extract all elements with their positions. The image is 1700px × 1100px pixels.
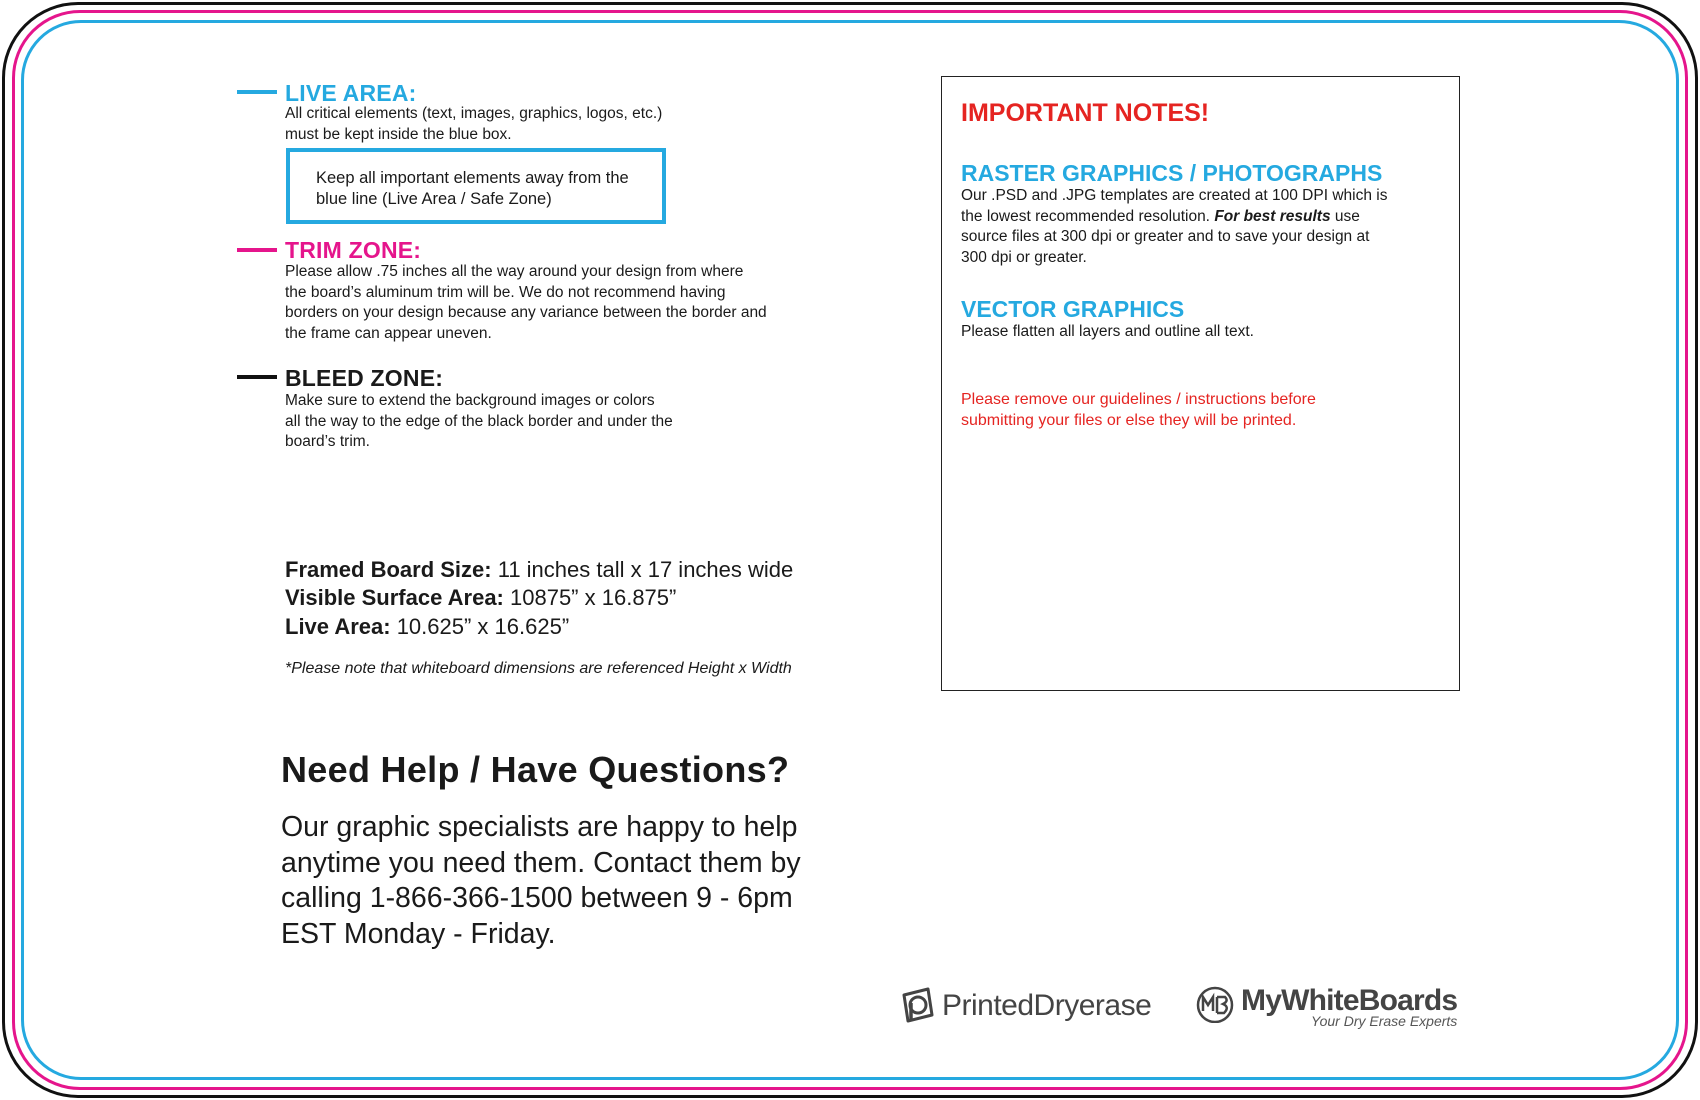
help-line: Our graphic specialists are happy to help [281,811,798,843]
raster-text: use [1330,207,1360,225]
raster-description [961,186,1451,268]
trim-zone-line: the board’s aluminum trim will be. We do not recommend having [285,283,726,301]
visible-surface-area [285,585,676,611]
dimensions-note: *Please note that whiteboard dimensions are referenced Height x Width [285,660,792,677]
raster-line: source files at 300 dpi or greater and to save your design at [961,228,1370,245]
spec-label: Visible Surface Area: [285,585,504,610]
warning-line: Please remove our guidelines / instructions before [961,391,1316,408]
mywhiteboards-tagline: Your Dry Erase Experts [1311,1013,1458,1029]
framed-board-size [285,557,793,583]
help-line: EST Monday - Friday. [281,917,556,950]
important-notes-title: IMPORTANT NOTES! [961,99,1210,127]
raster-line [961,207,1451,228]
raster-text: the lowest recommended resolution. [961,207,1215,225]
trim-zone-line: borders on your design because any variance between the border and [285,304,767,321]
remove-guidelines-warning [961,389,1381,431]
bleed-zone-heading: BLEED ZONE: [285,365,444,391]
trim-zone-description [285,262,767,344]
live-area-line: must be kept inside the blue box. [285,125,512,143]
mywhiteboards-mark-icon [1195,985,1235,1023]
spec-label: Framed Board Size: [285,557,492,582]
bleed-zone-line: board’s trim. [285,433,370,450]
live-area-size [285,614,569,640]
help-line: calling 1-866-366-1500 between 9 - 6pm [281,882,793,914]
live-box-line: Keep all important elements away from the [316,169,629,187]
trim-zone-line: the frame can appear uneven. [285,324,492,342]
mywhiteboards-logo [1195,985,1457,1029]
spec-value: 10.625” x 16.625” [390,614,570,639]
raster-line: 300 dpi or greater. [961,248,1087,266]
printed-dryerase-mark-icon [900,987,936,1025]
vector-description: Please flatten all layers and outline all text. [961,323,1254,340]
trim-zone-swatch [237,248,277,252]
trim-zone-heading: TRIM ZONE: [285,237,422,263]
bleed-zone-line: all the way to the edge of the black border and under the [285,412,673,430]
bleed-zone-line: Make sure to extend the background images or colors [285,392,655,409]
raster-heading: RASTER GRAPHICS / PHOTOGRAPHS [961,160,1383,186]
live-area-line: All critical elements (text, images, graphics, logos, etc.) [285,105,663,122]
spec-value: 10875” x 16.875” [503,585,677,610]
warning-line: submitting your files or else they will be printed. [961,412,1297,429]
bleed-zone-swatch [237,375,277,379]
live-area-swatch [237,90,277,94]
live-area-description [285,104,662,145]
trim-zone-line: Please allow .75 inches all the way around your design from where [285,263,744,280]
printed-dryerase-wordmark: PrintedDryerase [942,989,1152,1022]
live-area-example-box [286,148,666,224]
mywhiteboards-wordmark: MyWhiteBoards [1241,984,1458,1017]
raster-line: Our .PSD and .JPG templates are created at 100 DPI which is [961,187,1388,204]
live-area-heading: LIVE AREA: [285,80,417,106]
printed-dryerase-logo [900,987,1151,1025]
live-box-line: blue line (Live Area / Safe Zone) [316,190,552,208]
help-body [281,810,861,952]
help-line: anytime you need them. Contact them by [281,846,801,879]
best-results-emphasis: For best results [1214,207,1331,225]
mywhiteboards-text-block [1235,985,1457,1029]
vector-heading: VECTOR GRAPHICS [961,296,1185,322]
help-title: Need Help / Have Questions? [281,749,790,790]
spec-label: Live Area: [285,614,391,639]
bleed-zone-description [285,391,673,453]
spec-value: 11 inches tall x 17 inches wide [491,557,794,582]
